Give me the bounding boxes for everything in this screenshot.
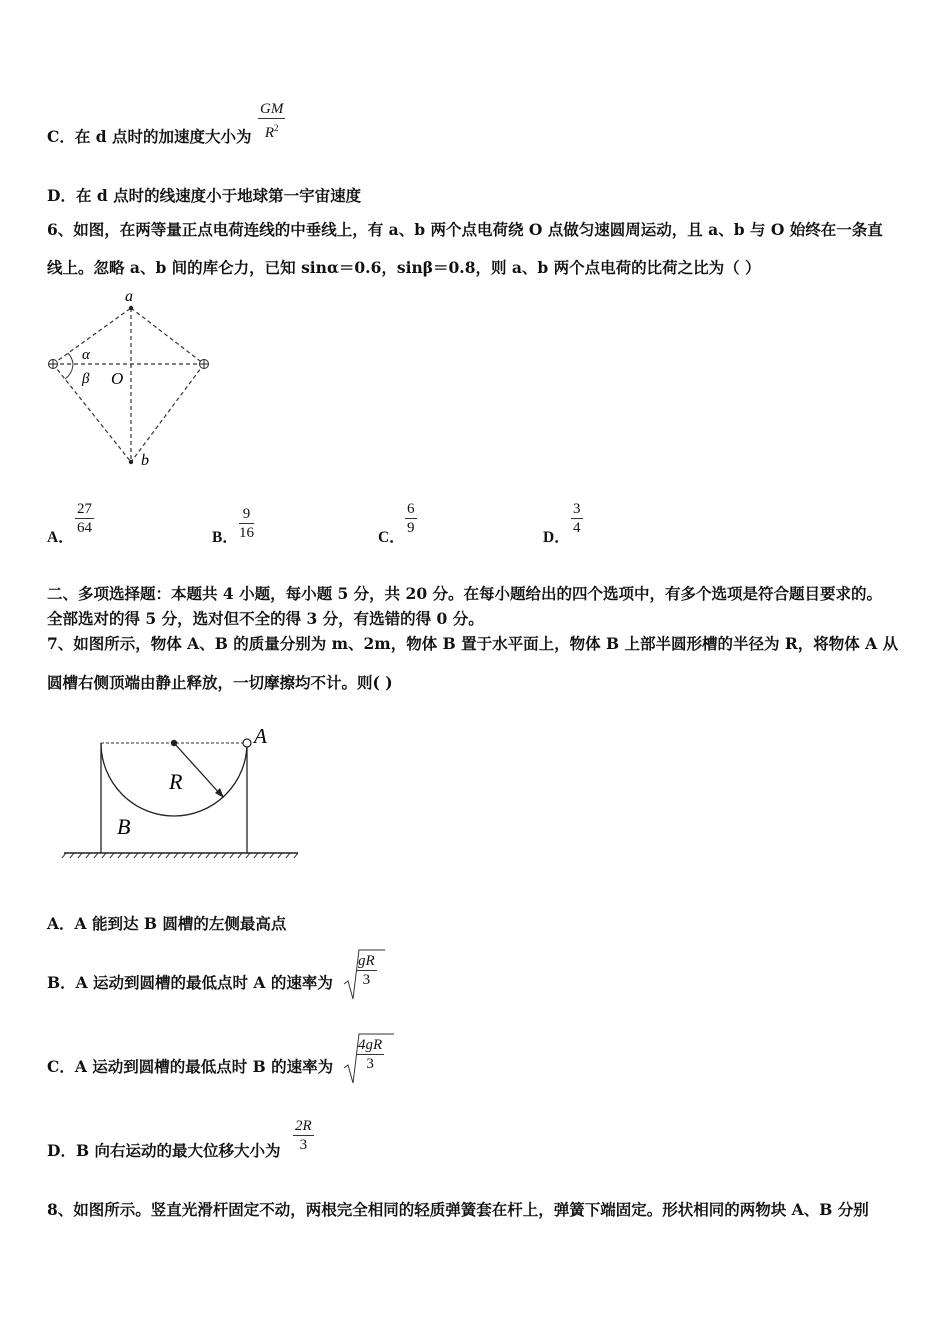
q7-option-c-fraction xyxy=(356,1036,384,1073)
q6-option-a-letter: A． xyxy=(47,529,74,546)
label-b: b xyxy=(141,452,149,469)
fraction-denominator: $R^2$ xyxy=(264,123,279,141)
fraction-denominator: 16 xyxy=(239,525,254,541)
point-b xyxy=(129,460,133,464)
fraction-denominator: 3 xyxy=(299,1137,308,1153)
q6-option-a-fraction xyxy=(75,500,94,537)
section2-heading-line2: 全部选对的得 5 分，选对但不全的得 3 分，有选错的得 0 分。 xyxy=(47,609,484,628)
left-positive-charge-icon xyxy=(49,360,58,369)
fraction-numerator: gR xyxy=(358,953,375,969)
q5-option-c-text: C．在 d 点时的加速度大小为 xyxy=(47,127,252,146)
q7-stem-line1: 7、如图所示，物体 A、B 的质量分别为 m、2m，物体 B 置于水平面上，物体 B 上部半圆形槽的半径为 R，将物体 A 从 xyxy=(47,634,899,653)
label-alpha: α xyxy=(82,347,90,363)
alpha-arc xyxy=(68,353,73,364)
fraction-denominator: 3 xyxy=(362,972,371,988)
fraction-numerator: 2R xyxy=(295,1118,312,1134)
q6-stem-line2: 线上。忽略 a、b 间的库仑力，已知 sinα＝0.6，sinβ＝0.8，则 a、b 两个点电荷的比荷之比为（ ） xyxy=(47,258,761,277)
q6-option-d-fraction xyxy=(571,500,583,537)
fraction-denominator: 9 xyxy=(407,520,415,536)
q6-option-c-letter: C． xyxy=(378,529,405,546)
q5-option-d: D．在 d 点时的线速度小于地球第一宇宙速度 xyxy=(47,186,362,205)
q7-option-b xyxy=(47,972,333,994)
q8-stem-line1: 8、如图所示。竖直光滑杆固定不动，两根完全相同的轻质弹簧套在杆上，弹簧下端固定。形状相同的两物块 A、B 分别 xyxy=(47,1200,869,1219)
q6-stem-line1: 6、如图，在两等量正点电荷连线的中垂线上，有 a、b 两个点电荷绕 O 点做匀速圆周运动，且 a、b 与 O 始终在一条直 xyxy=(47,220,883,239)
q7-groove-diagram xyxy=(60,722,305,862)
q6-option-b-fraction xyxy=(239,505,254,542)
fraction-numerator: 6 xyxy=(407,501,415,517)
label-O: O xyxy=(111,369,124,388)
q7-option-b-text: B．A 运动到圆槽的最低点时 A 的速率为 xyxy=(47,973,333,992)
q5-option-c xyxy=(47,126,251,148)
point-a xyxy=(129,306,133,310)
fraction-numerator: 4gR xyxy=(358,1037,383,1053)
label-R: R xyxy=(169,769,183,794)
q7-option-a: A．A 能到达 B 圆槽的左侧最高点 xyxy=(47,914,287,933)
label-beta: β xyxy=(82,371,90,387)
section2-heading-line1: 二、多项选择题：本题共 4 小题，每小题 5 分，共 20 分。在每小题给出的四个选项中，有多个选项是符合题目要求的。 xyxy=(47,584,883,603)
line-a-to-right xyxy=(131,308,204,364)
beta-arc xyxy=(65,364,73,379)
q7-option-b-fraction xyxy=(356,952,377,989)
object-a-ball xyxy=(243,739,251,747)
right-positive-charge-icon xyxy=(200,360,209,369)
q7-stem-line2: 圆槽右侧顶端由静止释放，一切摩擦均不计。则( ) xyxy=(47,673,393,692)
q7-option-d xyxy=(47,1140,280,1162)
fraction-denominator: 4 xyxy=(573,520,581,536)
fraction-denominator: 3 xyxy=(366,1056,374,1072)
fraction-numerator: GM xyxy=(260,101,284,117)
line-right-to-b xyxy=(131,364,204,462)
q5-option-c-fraction xyxy=(258,100,285,142)
center-dot xyxy=(171,740,177,746)
q7-option-d-fraction xyxy=(293,1117,314,1154)
label-a: a xyxy=(125,288,133,305)
q6-option-b-letter: B． xyxy=(212,529,238,546)
fraction-numerator: 9 xyxy=(242,506,251,522)
line-left-to-a xyxy=(53,308,131,364)
q6-charge-diagram xyxy=(40,285,230,480)
fraction-denominator: 64 xyxy=(77,520,92,536)
fraction-numerator: 27 xyxy=(77,501,92,517)
q7-option-c-text: C．A 运动到圆槽的最低点时 B 的速率为 xyxy=(47,1057,334,1076)
fraction-numerator: 3 xyxy=(573,501,581,517)
label-B: B xyxy=(117,814,131,839)
label-A: A xyxy=(254,724,267,748)
q6-option-c-fraction xyxy=(405,500,417,537)
q7-option-c xyxy=(47,1056,333,1078)
q6-option-d-letter: D． xyxy=(543,529,570,546)
q7-option-d-text: D．B 向右运动的最大位移大小为 xyxy=(47,1141,281,1160)
